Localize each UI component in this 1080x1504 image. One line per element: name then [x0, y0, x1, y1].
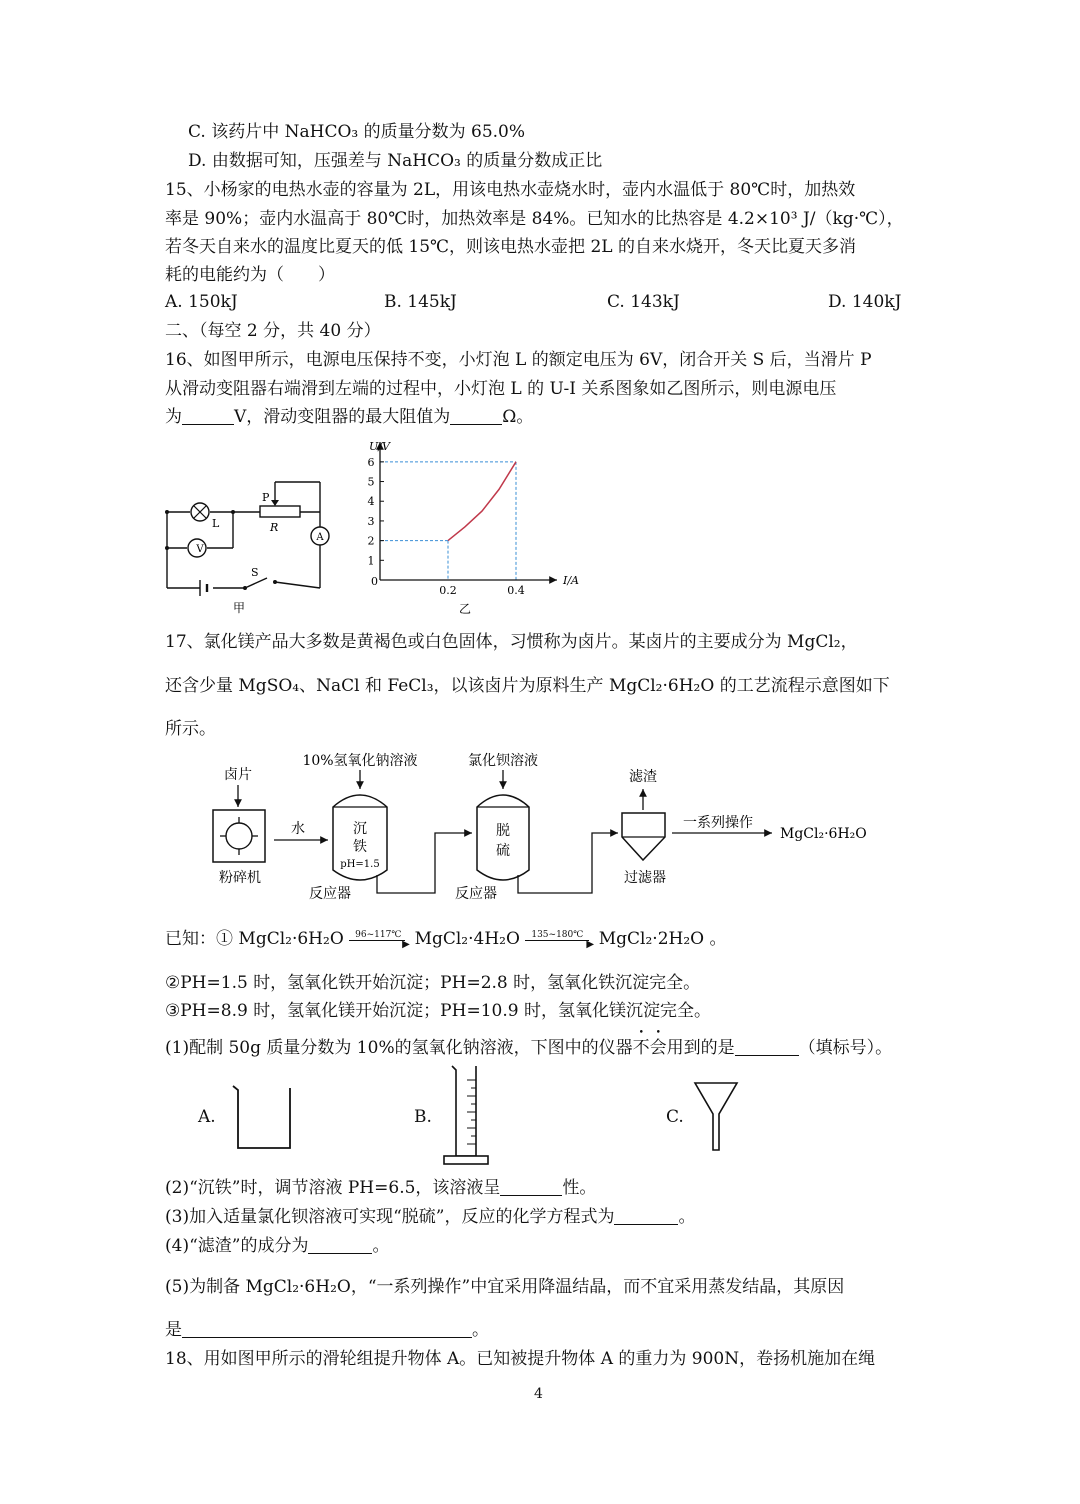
y-axis-label: U/V [369, 440, 390, 453]
sub1-text-b: 用到的是 [666, 1038, 735, 1058]
q15-option-a: A. 150kJ [165, 292, 238, 312]
q15-line3: 若冬天自来水的温度比夏天的低 15℃，则该电热水壶把 2L 的自来水烧开，冬天比夏天多消 [165, 237, 856, 257]
reactor2-text-b: 硫 [496, 843, 510, 859]
y-tick-label: 6 [367, 455, 375, 469]
answer-blank-4[interactable] [308, 1235, 372, 1254]
q16-line3-a: 为 [165, 407, 182, 427]
sub1-text-a: (1)配制 50g 质量分数为 10%的氢氧化钠溶液，下图中的仪器 [165, 1038, 633, 1058]
residue-label: 滤渣 [629, 769, 657, 785]
q16-line3-c: Ω。 [502, 407, 534, 427]
instrument-b-label: B. [414, 1107, 432, 1127]
graduated-cylinder-icon [440, 1060, 500, 1170]
q14-option-c: C. 该药片中 NaHCO₃ 的质量分数为 65.0% [188, 122, 526, 142]
known-1-a: MgCl₂·6H₂O [238, 929, 344, 949]
sub5-text-c: 。 [472, 1320, 489, 1340]
section-heading: 二、（每空 2 分，共 40 分） [165, 321, 381, 341]
known-1-b: MgCl₂·4H₂O [414, 929, 520, 949]
ui-graph [345, 438, 595, 618]
voltmeter-label: V [196, 544, 204, 555]
y-tick-label: 2 [367, 534, 375, 548]
x-tick-label: 0.4 [507, 584, 525, 597]
q15-line2: 率是 90%；壶内水温高于 80℃时，加热效率是 84%。已知水的比热容是 4.2×10³ J/（kg·℃）， [165, 209, 904, 229]
reactor1-text-b: 铁 [353, 839, 367, 855]
sub2-text-a: (2)“沉铁”时，调节溶液 PH=6.5，该溶液呈 [165, 1178, 501, 1198]
q15-line1: 15、小杨家的电热水壶的容量为 2L，用该电热水壶烧水时，壶内水温低于 80℃时，加热效 [165, 180, 856, 200]
resistor-label: R [270, 521, 279, 534]
q16-line1: 16、如图甲所示，电源电压保持不变，小灯泡 L 的额定电压为 6V，闭合开关 S 后，当滑片 P [165, 350, 872, 370]
page-number: 4 [534, 1386, 543, 1402]
reactor1-text-a: 沉 [353, 821, 367, 837]
y-tick-label: 4 [367, 495, 375, 509]
known-1-t1: 96~117℃ [355, 929, 402, 940]
instrument-a-label: A. [198, 1107, 216, 1127]
chart-caption: 乙 [459, 602, 472, 616]
sub1-text-c: （填标号）。 [798, 1038, 893, 1058]
known-2: ②PH=1.5 时，氢氧化铁开始沉淀；PH=2.8 时，氢氧化铁沉淀完全。 [165, 973, 701, 993]
reagent1-label: 10%氢氧化钠溶液 [302, 753, 418, 769]
pointer-label: P [262, 491, 270, 504]
q15-option-d: D. 140kJ [828, 292, 902, 312]
known-1-prefix: 已知：① [165, 929, 233, 949]
resistor-icon [260, 506, 300, 517]
sub-question-2 [165, 1177, 596, 1199]
y-tick-label: 5 [367, 475, 375, 489]
x-axis-label: I/A [563, 574, 579, 587]
q16-line3-b: V，滑动变阻器的最大阻值为 [234, 407, 451, 427]
known-1 [165, 928, 727, 950]
sub4-text-a: (4)“滤渣”的成分为 [165, 1236, 309, 1256]
sub-question-4 [165, 1235, 389, 1257]
known-1-t2: 135~180℃ [531, 929, 584, 940]
raw-material-label: 卤片 [224, 767, 252, 783]
sub1-emphasis: 不会 [632, 1038, 667, 1058]
series-line-L [448, 462, 516, 541]
product-label: MgCl₂·6H₂O [780, 826, 867, 842]
x-tick-label: 0.2 [439, 584, 457, 597]
q16-line2: 从滑动变阻器右端滑到左端的过程中，小灯泡 L 的 U-I 关系图象如乙图所示，则电源电压 [165, 379, 837, 399]
q17-line3: 所示。 [165, 719, 216, 739]
known-1-c: MgCl₂·2H₂O 。 [598, 929, 727, 949]
q14-option-d: D. 由数据可知，压强差与 NaHCO₃ 的质量分数成正比 [188, 151, 603, 171]
ammeter-label: A [316, 532, 324, 543]
circuit-caption: 甲 [233, 601, 246, 615]
reaction-arrow-2: 135~180℃ ▶ [525, 933, 593, 947]
sub-question-1 [165, 1028, 892, 1059]
reagent2-label: 氯化钡溶液 [468, 753, 538, 769]
sub-question-5-line2 [165, 1319, 489, 1341]
reactor1-label: 反应器 [309, 886, 351, 902]
q15-option-c: C. 143kJ [607, 292, 680, 312]
instrument-c-label: C. [666, 1107, 684, 1127]
answer-blank-resistance[interactable] [450, 406, 502, 425]
sub-question-5: (5)为制备 MgCl₂·6H₂O，“一系列操作”中宜采用降温结晶，而不宜采用蒸发结晶，其原因 [165, 1277, 845, 1297]
sub3-text-a: (3)加入适量氯化钡溶液可实现“脱硫”，反应的化学方程式为 [165, 1207, 615, 1227]
known-3: ③PH=8.9 时，氢氧化镁开始沉淀；PH=10.9 时，氢氧化镁沉淀完全。 [165, 1001, 711, 1021]
reactor2-label: 反应器 [455, 886, 497, 902]
ops-label: 一系列操作 [683, 815, 753, 831]
lamp-label: L [212, 517, 220, 530]
circuit-diagram [155, 470, 335, 620]
crusher-label: 粉碎机 [219, 870, 261, 886]
switch-label: S [251, 566, 259, 579]
water-label: 水 [291, 821, 305, 837]
sub-question-3 [165, 1206, 695, 1228]
process-flow-diagram [200, 745, 900, 905]
y-tick-label: 3 [367, 514, 375, 528]
answer-blank-3[interactable] [614, 1206, 678, 1225]
q15-line4: 耗的电能约为（ ） [165, 265, 335, 285]
answer-blank-voltage[interactable] [182, 406, 234, 425]
reactor2-text-a: 脱 [496, 823, 510, 839]
answer-blank-1[interactable] [735, 1037, 799, 1056]
beaker-icon [228, 1080, 298, 1155]
y-tick-label: 1 [367, 554, 375, 568]
q18-line1: 18、用如图甲所示的滑轮组提升物体 A。已知被提升物体 A 的重力为 900N，卷扬机施加在绳 [165, 1349, 876, 1369]
reactor1-ph: pH=1.5 [340, 859, 380, 870]
filter-label: 过滤器 [624, 870, 666, 886]
sub4-text-b: 。 [372, 1236, 390, 1256]
q17-line1: 17、氯化镁产品大多数是黄褐色或白色固体，习惯称为卤片。某卤片的主要成分为 MgCl₂， [165, 632, 858, 652]
reaction-arrow-1: 96~117℃ ▶ [349, 933, 409, 947]
sub2-text-b: 性。 [562, 1178, 597, 1198]
answer-blank-5[interactable] [182, 1319, 472, 1338]
sub5-text-b: 是 [165, 1320, 182, 1340]
answer-blank-2[interactable] [500, 1177, 562, 1196]
q17-line2: 还含少量 MgSO₄、NaCl 和 FeCl₃，以该卤片为原料生产 MgCl₂·6H₂O 的工艺流程示意图如下 [165, 676, 890, 696]
funnel-icon [692, 1078, 742, 1153]
q16-line3 [165, 406, 533, 428]
sub3-text-b: 。 [678, 1207, 696, 1227]
origin-label: 0 [371, 575, 378, 588]
q15-option-b: B. 145kJ [384, 292, 457, 312]
